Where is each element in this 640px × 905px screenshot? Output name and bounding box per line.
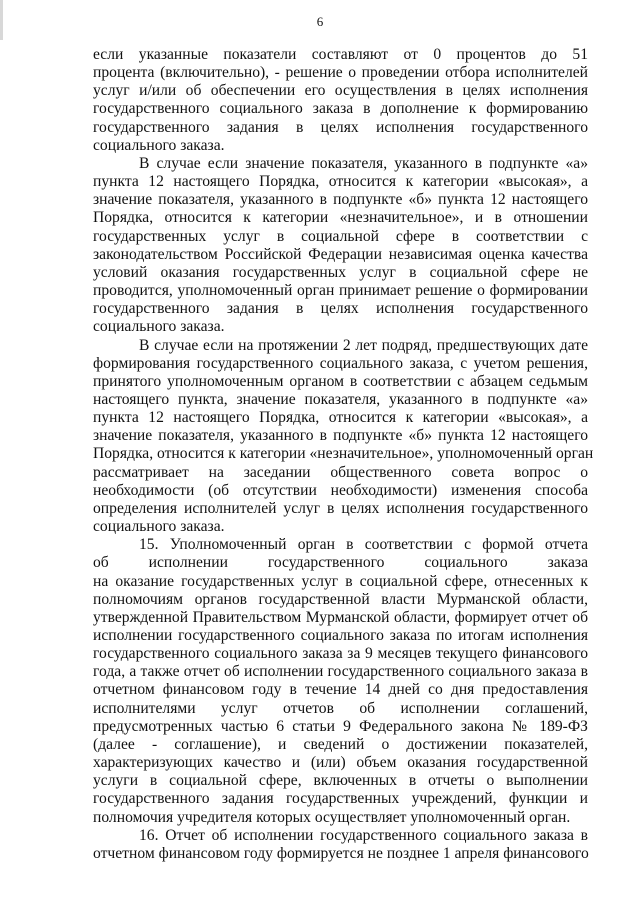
text-line: (далее - соглашение), и сведений о достижении показателей, (93, 735, 588, 753)
text-line: отчетном финансовом году в течение 14 дней со дня предоставления (93, 681, 588, 699)
text-line: государственного задания в целях исполнения государственного (93, 118, 588, 136)
text-line: услуги в социальной сфере, включенных в отчеты о выполнении (93, 772, 588, 790)
text-line: рассматривает на заседании общественного совета вопрос о (93, 463, 588, 481)
text-line: пункта 12 настоящего Порядка, относится к категории «высокая», а (93, 173, 588, 191)
text-line: законодательством Российской Федерации независимая оценка качества (93, 245, 588, 263)
page-number: 6 (316, 14, 324, 29)
text-line: социального заказа. (93, 518, 225, 536)
paragraph-continuation (93, 46, 588, 155)
text-line: отчетном финансовом году формируется не позднее 1 апреля финансового (93, 844, 589, 862)
text-line: государственных услуг в социальной сфере в соответствии с (93, 227, 588, 245)
paragraph-high-category (93, 155, 588, 337)
text-line: необходимости (об отсутствии необходимости) изменения способа (93, 481, 588, 499)
paragraph-item-15 (93, 536, 588, 827)
text-line: утвержденной Правительством Мурманской области, формирует отчет об (93, 608, 588, 626)
text-line: значение показателя, указанного в подпункте «б» пункта 12 настоящего (93, 427, 588, 445)
paragraph-two-years (93, 336, 594, 537)
text-line: 15. Уполномоченный орган в соответствии с формой отчета (139, 536, 588, 554)
text-line: значение показателя, указанного в подпункте «б» пункта 12 настоящего (93, 191, 588, 209)
text-line: государственного социального заказа за 9 месяцев текущего финансового (93, 645, 588, 663)
text-line: процента (включительно), - решение о проведении отбора исполнителей (93, 64, 588, 82)
document-body (93, 46, 594, 863)
text-line: формирования государственного социального заказа, с учетом решения, (93, 354, 588, 372)
text-line: 16. Отчет об исполнении государственного социального заказа в (139, 826, 588, 844)
text-line: Порядка, относится к категории «незначительное», и в отношении (93, 209, 588, 227)
text-line: государственного задания государственных учреждений, функции и (93, 790, 588, 808)
text-line: на оказание государственных услуг в социальной сфере, отнесенных к (93, 572, 588, 590)
text-line: характеризующих качество и (или) объем оказания государственной (93, 754, 588, 772)
text-line: пункта 12 настоящего Порядка, относится к категории «высокая», а (93, 409, 588, 427)
text-line: полномочиям органов государственной власти Мурманской области, (93, 590, 588, 608)
text-line: если указанные показатели составляют от 0 процентов до 51 (93, 46, 588, 63)
text-line: принятого уполномоченным органом в соответствии с абзацем седьмым (93, 372, 588, 390)
text-line: государственного социального заказа в дополнение к формированию (93, 100, 588, 118)
text-line: Порядка, относится к категории «незначительное», уполномоченный орган (93, 445, 594, 463)
text-line: социального заказа. (93, 318, 225, 336)
text-line: исполнении государственного социального заказа по итогам исполнения (93, 627, 588, 644)
text-line: предусмотренных частью 6 статьи 9 Федерального закона № 189-ФЗ (93, 717, 588, 735)
text-line: социального заказа. (93, 136, 225, 154)
text-line: услуг и/или об обеспечении его осуществления в целях исполнения (93, 82, 588, 100)
text-line: государственного задания в целях исполнения государственного (93, 300, 588, 318)
text-line: настоящего пункта, значение показателя, указанного в подпункте «а» (93, 390, 588, 408)
text-line: В случае если значение показателя, указанного в подпункте «а» (139, 154, 588, 172)
text-line: об исполнении государственного социального заказа (93, 554, 588, 572)
text-line: года, а также отчет об исполнении государственного социального заказа в (93, 663, 588, 681)
text-line: полномочия учредителя которых осуществляет уполномоченный орган. (93, 808, 571, 826)
text-line: условий оказания государственных услуг в социальной сфере не (93, 263, 588, 281)
text-line: проводится, уполномоченный орган принимает решение о формировании (93, 282, 588, 300)
text-line: исполнителями услуг отчетов об исполнении соглашений, (93, 699, 588, 717)
text-line: определения исполнителей услуг в целях исполнения государственного (93, 499, 588, 517)
paragraph-item-16 (93, 827, 588, 863)
text-line: В случае если на протяжении 2 лет подряд, предшествующих дате (139, 336, 588, 354)
